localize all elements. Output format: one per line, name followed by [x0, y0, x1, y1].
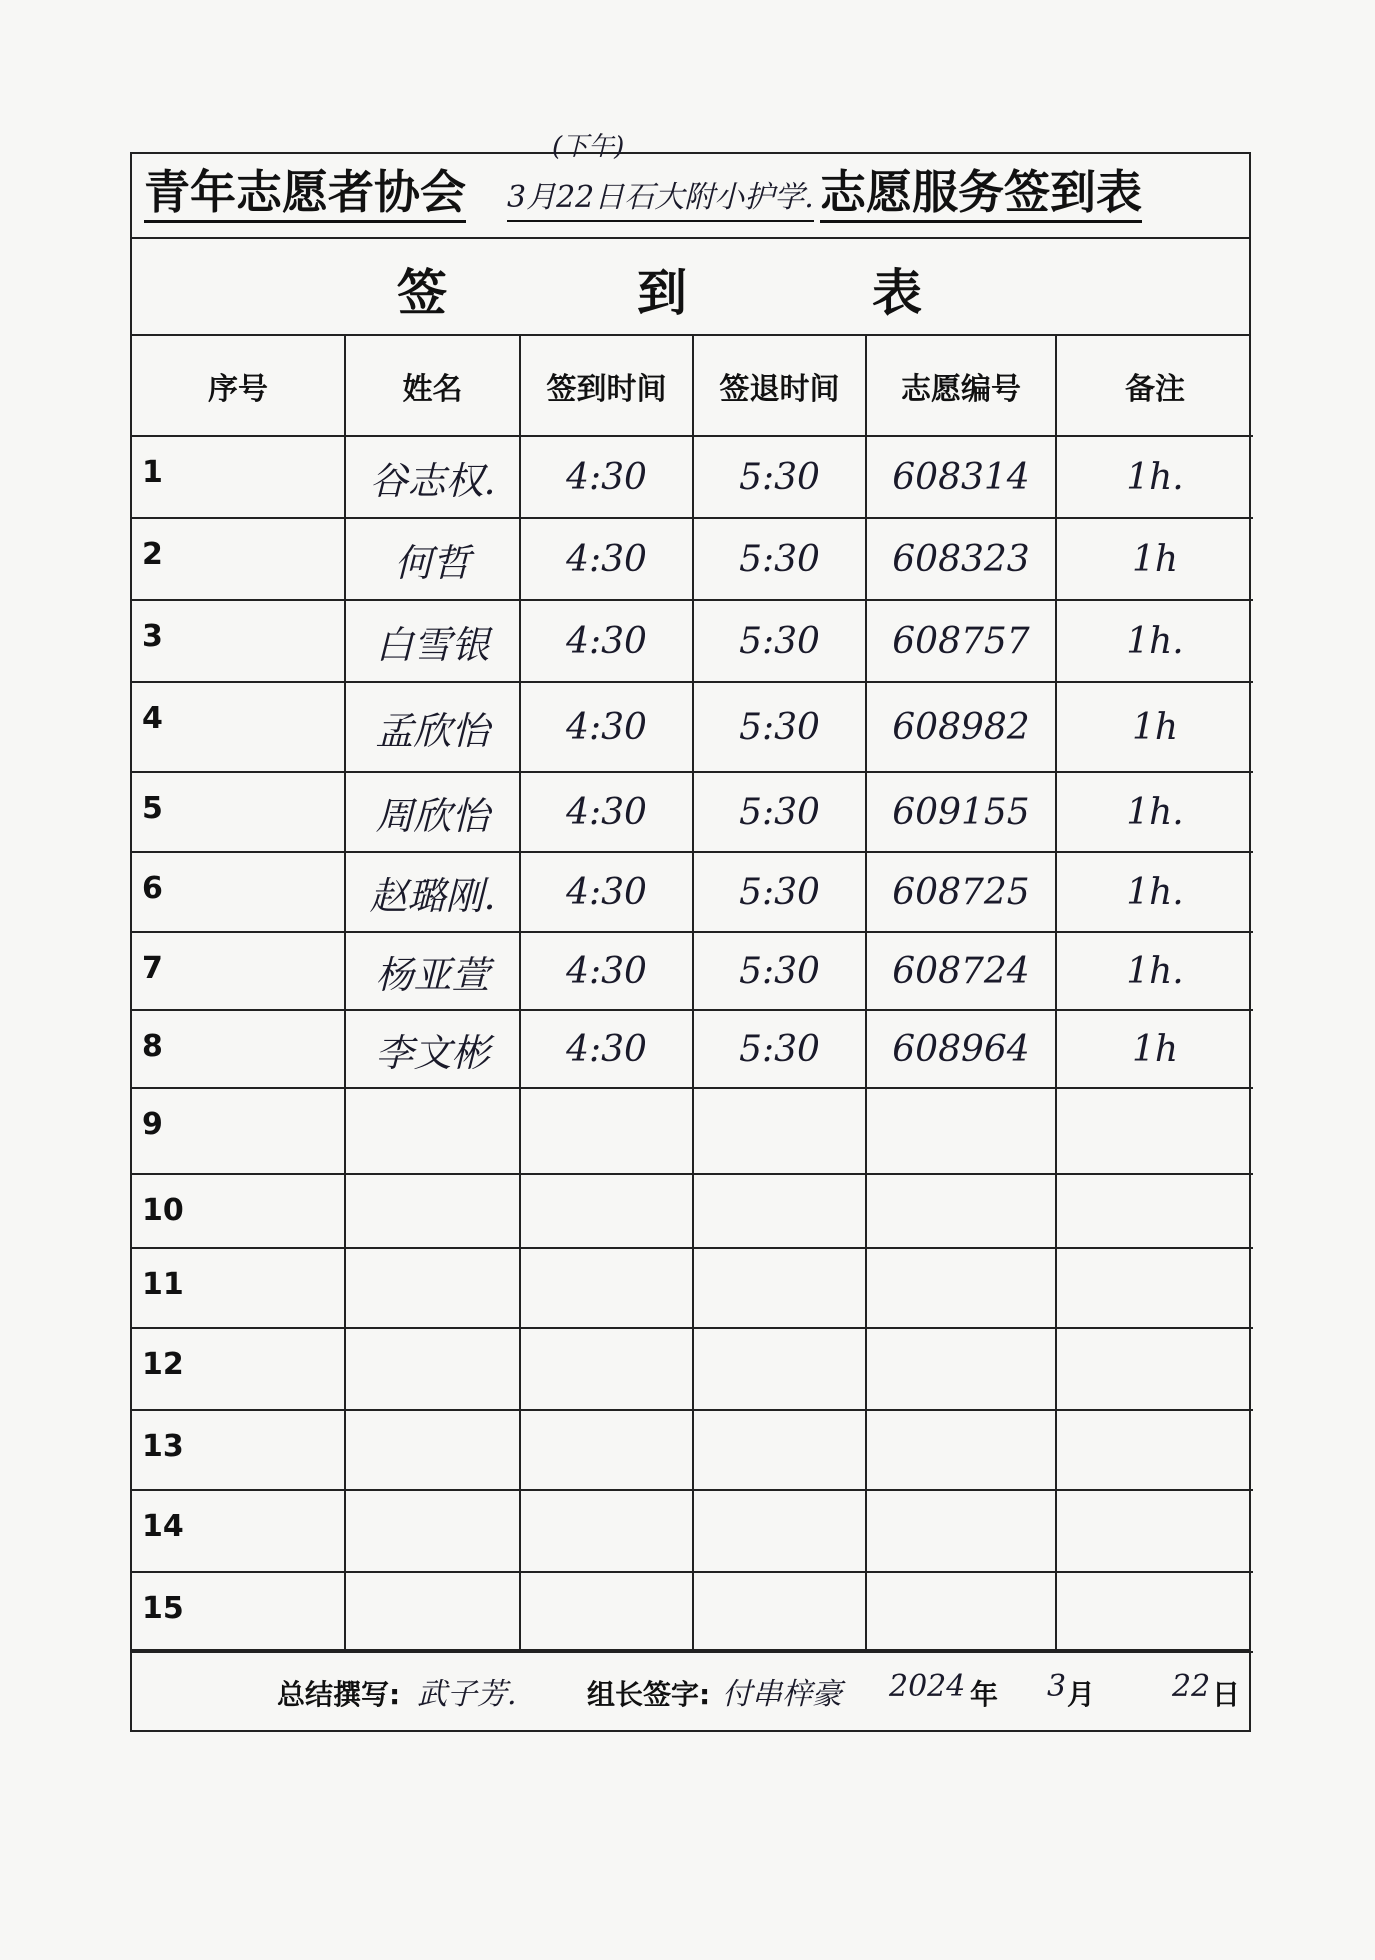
title-form-name: 志愿服务签到表: [820, 164, 1142, 223]
table-row: [132, 682, 1253, 772]
volunteer-name-cell: [345, 1490, 520, 1572]
row-number-cell: 7: [132, 932, 345, 1010]
table-row: [132, 852, 1253, 932]
column-header-remark: 备注: [1056, 336, 1253, 436]
remark-cell: 1h: [1056, 682, 1253, 772]
volunteer-name-cell: 李文彬: [345, 1010, 520, 1088]
volunteer-id-cell: 609155: [866, 772, 1056, 852]
table-row: [132, 436, 1253, 518]
volunteer-id-cell: [866, 1572, 1056, 1652]
volunteer-id-cell: 608964: [866, 1010, 1056, 1088]
column-header-no: 序号: [132, 336, 345, 436]
volunteer-id-cell: 608982: [866, 682, 1056, 772]
table-row: [132, 1010, 1253, 1088]
date-year-label: 年: [970, 1678, 999, 1711]
date-month-label: 月: [1067, 1678, 1096, 1711]
checkout-time-cell: [693, 1328, 866, 1410]
volunteer-name-cell: [345, 1174, 520, 1248]
remark-cell: 1h.: [1056, 772, 1253, 852]
volunteer-id-cell: 608757: [866, 600, 1056, 682]
subtitle-row: [132, 239, 1249, 336]
remark-cell: [1056, 1328, 1253, 1410]
row-number-cell: 8: [132, 1010, 345, 1088]
checkin-time-cell: [520, 1490, 693, 1572]
checkout-time-cell: 5:30: [693, 518, 866, 600]
table-row: [132, 1248, 1253, 1328]
remark-cell: [1056, 1410, 1253, 1490]
title-row: [132, 132, 1249, 239]
row-number-cell: 1: [132, 436, 345, 518]
footer-row: [132, 1649, 1249, 1732]
row-number-cell: 14: [132, 1490, 345, 1572]
table-header-row: [132, 336, 1253, 436]
volunteer-name-cell: 赵璐刚.: [345, 852, 520, 932]
remark-cell: [1056, 1174, 1253, 1248]
volunteer-name-cell: 周欣怡: [345, 772, 520, 852]
volunteer-name-cell: 杨亚萱: [345, 932, 520, 1010]
table-row: [132, 772, 1253, 852]
date-month-value: 3: [1047, 1669, 1067, 1704]
title-handwritten-event: 3月22日石大附小护学.: [507, 176, 814, 222]
volunteer-name-cell: [345, 1088, 520, 1174]
checkin-time-cell: [520, 1248, 693, 1328]
checkout-time-cell: [693, 1490, 866, 1572]
row-number-cell: 9: [132, 1088, 345, 1174]
date-day-label: 日: [1212, 1678, 1241, 1711]
volunteer-name-cell: [345, 1410, 520, 1490]
row-number-cell: 10: [132, 1174, 345, 1248]
remark-cell: 1h: [1056, 518, 1253, 600]
table-row: [132, 1572, 1253, 1652]
volunteer-id-cell: [866, 1490, 1056, 1572]
summary-writer-label: 总结撰写:: [277, 1678, 401, 1711]
column-header-volunteer-id: 志愿编号: [866, 336, 1056, 436]
checkout-time-cell: [693, 1572, 866, 1652]
table-row: [132, 1490, 1253, 1572]
remark-cell: [1056, 1490, 1253, 1572]
volunteer-name-cell: 谷志权.: [345, 436, 520, 518]
volunteer-id-cell: 608725: [866, 852, 1056, 932]
checkout-time-cell: [693, 1174, 866, 1248]
table-row: [132, 1088, 1253, 1174]
volunteer-name-cell: 孟欣怡: [345, 682, 520, 772]
volunteer-id-cell: [866, 1174, 1056, 1248]
checkout-time-cell: [693, 1088, 866, 1174]
remark-cell: [1056, 1248, 1253, 1328]
row-number-cell: 4: [132, 682, 345, 772]
volunteer-id-cell: 608314: [866, 436, 1056, 518]
remark-cell: 1h.: [1056, 600, 1253, 682]
column-header-name: 姓名: [345, 336, 520, 436]
column-header-checkout: 签退时间: [693, 336, 866, 436]
volunteer-name-cell: [345, 1328, 520, 1410]
table-row: [132, 1328, 1253, 1410]
checkin-time-cell: 4:30: [520, 772, 693, 852]
volunteer-name-cell: 何哲: [345, 518, 520, 600]
volunteer-id-cell: [866, 1328, 1056, 1410]
row-number-cell: 12: [132, 1328, 345, 1410]
remark-cell: 1h.: [1056, 852, 1253, 932]
remark-cell: [1056, 1572, 1253, 1652]
column-header-checkin: 签到时间: [520, 336, 693, 436]
row-number-cell: 15: [132, 1572, 345, 1652]
summary-writer-signature: 武子芳.: [417, 1677, 517, 1712]
checkout-time-cell: 5:30: [693, 932, 866, 1010]
volunteer-id-cell: 608323: [866, 518, 1056, 600]
signin-table: [132, 336, 1253, 1653]
checkin-time-cell: [520, 1088, 693, 1174]
table-row: [132, 600, 1253, 682]
volunteer-id-cell: [866, 1410, 1056, 1490]
date-day-value: 22: [1172, 1669, 1211, 1704]
checkin-time-cell: [520, 1174, 693, 1248]
volunteer-name-cell: [345, 1572, 520, 1652]
row-number-cell: 3: [132, 600, 345, 682]
row-number-cell: 2: [132, 518, 345, 600]
remark-cell: 1h.: [1056, 436, 1253, 518]
checkin-time-cell: [520, 1572, 693, 1652]
group-leader-label: 组长签字:: [587, 1678, 711, 1711]
checkout-time-cell: 5:30: [693, 1010, 866, 1088]
checkout-time-cell: 5:30: [693, 600, 866, 682]
checkout-time-cell: 5:30: [693, 436, 866, 518]
subtitle-char: 到: [637, 264, 687, 322]
sign-in-sheet: [130, 132, 1251, 1732]
subtitle-char: 表: [872, 264, 922, 322]
group-leader-signature: 付串梓豪: [722, 1677, 842, 1712]
checkin-time-cell: 4:30: [520, 1010, 693, 1088]
checkin-time-cell: [520, 1410, 693, 1490]
title-organization: 青年志愿者协会: [144, 164, 466, 223]
row-number-cell: 11: [132, 1248, 345, 1328]
checkout-time-cell: 5:30: [693, 772, 866, 852]
checkin-time-cell: 4:30: [520, 852, 693, 932]
remark-cell: 1h.: [1056, 932, 1253, 1010]
subtitle-char: 签: [397, 264, 447, 322]
date-year-value: 2024: [889, 1669, 966, 1704]
row-number-cell: 5: [132, 772, 345, 852]
checkin-time-cell: [520, 1328, 693, 1410]
volunteer-name-cell: [345, 1248, 520, 1328]
checkout-time-cell: [693, 1248, 866, 1328]
checkin-time-cell: 4:30: [520, 600, 693, 682]
checkout-time-cell: 5:30: [693, 682, 866, 772]
table-row: [132, 932, 1253, 1010]
table-row: [132, 1410, 1253, 1490]
volunteer-id-cell: [866, 1088, 1056, 1174]
checkout-time-cell: 5:30: [693, 852, 866, 932]
remark-cell: [1056, 1088, 1253, 1174]
remark-cell: 1h: [1056, 1010, 1253, 1088]
table-row: [132, 1174, 1253, 1248]
checkout-time-cell: [693, 1410, 866, 1490]
table-row: [132, 518, 1253, 600]
row-number-cell: 6: [132, 852, 345, 932]
checkin-time-cell: 4:30: [520, 436, 693, 518]
checkin-time-cell: 4:30: [520, 932, 693, 1010]
row-number-cell: 13: [132, 1410, 345, 1490]
title-handwritten-note: (下午): [552, 132, 625, 162]
checkin-time-cell: 4:30: [520, 518, 693, 600]
checkin-time-cell: 4:30: [520, 682, 693, 772]
volunteer-name-cell: 白雪银: [345, 600, 520, 682]
volunteer-id-cell: [866, 1248, 1056, 1328]
volunteer-id-cell: 608724: [866, 932, 1056, 1010]
